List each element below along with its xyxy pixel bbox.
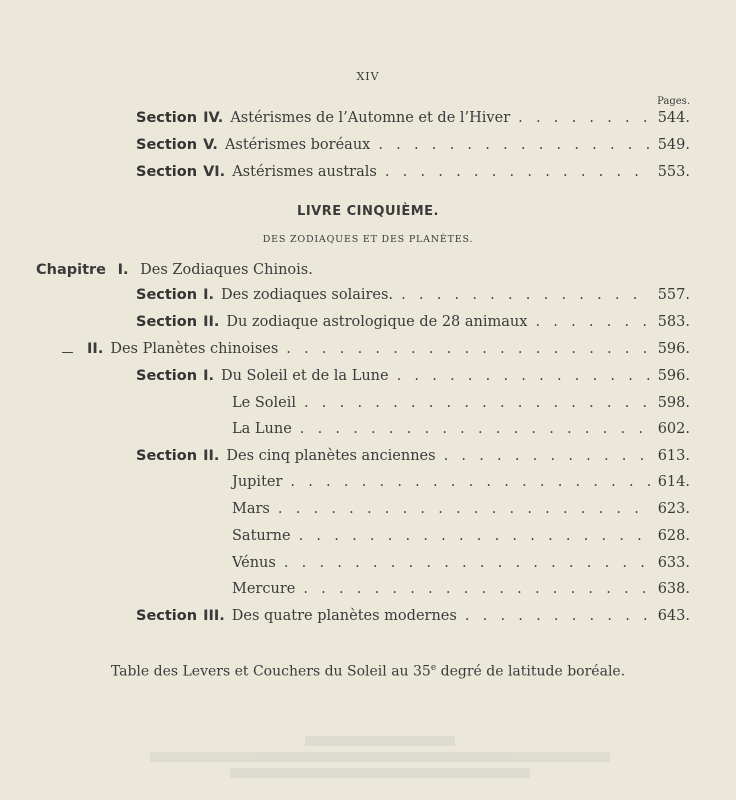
- dot-leader: [300, 421, 652, 437]
- entry-title: Jupiter: [232, 474, 283, 490]
- toc-subentry: [232, 395, 690, 415]
- dot-leader: [290, 474, 651, 490]
- dot-leader: [284, 555, 652, 571]
- entry-title: Du zodiaque astrologique de 28 animaux: [226, 314, 528, 330]
- entry-title: Des Planètes chinoises: [110, 341, 279, 357]
- book-title: LIVRE CINQUIÈME.: [297, 204, 439, 219]
- dot-leader: [535, 314, 651, 330]
- section-number: II.: [203, 448, 220, 464]
- table-note-text-end: degré de latitude boréale.: [436, 663, 626, 680]
- dot-leader: [278, 501, 652, 517]
- toc-entry: [136, 368, 690, 388]
- section-label: Section: [136, 314, 198, 330]
- entry-title: Le Soleil: [232, 395, 296, 411]
- chapter-number: II.: [87, 341, 104, 357]
- table-note: [0, 663, 736, 680]
- section-label: Section: [136, 448, 198, 464]
- entry-title: Mars: [232, 501, 270, 517]
- page-number: 596.: [657, 341, 690, 357]
- section-label: Section: [136, 608, 198, 624]
- section-label: Section: [136, 287, 198, 303]
- section-label: Section: [136, 368, 198, 384]
- toc-entry-chapter: [62, 341, 690, 361]
- entry-title: Des quatre planètes modernes: [231, 608, 457, 624]
- pages-column-header: Pages.: [657, 96, 690, 107]
- toc-subentry: [232, 421, 690, 441]
- page-number: 613.: [657, 448, 690, 464]
- entry-title: Mercure: [232, 581, 296, 597]
- entry-title: Vénus: [232, 555, 276, 571]
- dot-leader: [465, 608, 652, 624]
- page-number: 628.: [657, 528, 690, 544]
- section-number: I.: [203, 287, 214, 303]
- entry-title: Saturne: [232, 528, 291, 544]
- page-number: 544.: [657, 110, 690, 126]
- toc-subentry: [232, 474, 690, 494]
- toc-subentry: [232, 555, 690, 575]
- toc-entry: [136, 608, 690, 628]
- page-number: 638.: [657, 581, 690, 597]
- entry-title: Astérismes australs: [232, 164, 377, 180]
- ditto-dash: [62, 352, 73, 353]
- page-number: 643.: [657, 608, 690, 624]
- page-number: 614.: [657, 474, 690, 490]
- toc-subentry: [232, 581, 690, 601]
- page-number: 553.: [657, 164, 690, 180]
- section-number: II.: [203, 314, 220, 330]
- toc-entry: [136, 110, 690, 130]
- section-number: VI.: [203, 164, 226, 180]
- section-number: IV.: [203, 110, 224, 126]
- dot-leader: [303, 581, 651, 597]
- dot-leader: [518, 110, 652, 126]
- dot-leader: [299, 528, 652, 544]
- page-number: 602.: [657, 421, 690, 437]
- dot-leader: [304, 395, 652, 411]
- book-subtitle: DES ZODIAQUES ET DES PLANÈTES.: [262, 234, 474, 245]
- table-note-superscript: e: [430, 663, 437, 673]
- dot-leader: [401, 287, 652, 303]
- entry-title: Des cinq planètes anciennes: [226, 448, 436, 464]
- dot-leader: [444, 448, 652, 464]
- page-number: 596.: [657, 368, 690, 384]
- chapter-title: Des Zodiaques Chinois.: [140, 262, 313, 278]
- page-number: 623.: [657, 501, 690, 517]
- toc-subentry: [232, 501, 690, 521]
- chapter-heading: [36, 262, 313, 278]
- bleed-through-shadow: [120, 730, 640, 790]
- dot-leader: [397, 368, 652, 384]
- dot-leader: [385, 164, 652, 180]
- section-number: V.: [203, 137, 218, 153]
- page-number: 598.: [657, 395, 690, 411]
- dot-leader: [378, 137, 651, 153]
- chapter-label: Chapitre: [36, 262, 107, 278]
- entry-title: Du Soleil et de la Lune: [220, 368, 389, 384]
- dot-leader: [286, 341, 651, 357]
- toc-entry: [136, 137, 690, 157]
- toc-entry: [136, 314, 690, 334]
- toc-entry: [136, 448, 690, 468]
- page-number: 557.: [657, 287, 690, 303]
- section-number: I.: [203, 368, 214, 384]
- entry-title: Des zodiaques solaires.: [220, 287, 394, 303]
- page-number: 583.: [657, 314, 690, 330]
- entry-title: Astérismes de l’Automne et de l’Hiver: [230, 110, 511, 126]
- section-number: III.: [203, 608, 225, 624]
- toc-subentry: [232, 528, 690, 548]
- page-number: 549.: [657, 137, 690, 153]
- entry-title: La Lune: [232, 421, 292, 437]
- section-label: Section: [136, 110, 198, 126]
- section-label: Section: [136, 164, 198, 180]
- page-number: 633.: [657, 555, 690, 571]
- toc-entry: [136, 287, 690, 307]
- toc-entry: [136, 164, 690, 184]
- page-folio: XIV: [356, 70, 380, 83]
- chapter-number: I.: [117, 262, 129, 278]
- section-label: Section: [136, 137, 198, 153]
- entry-title: Astérismes boréaux: [224, 137, 371, 153]
- table-note-text: Table des Levers et Couchers du Soleil au 35: [110, 663, 431, 680]
